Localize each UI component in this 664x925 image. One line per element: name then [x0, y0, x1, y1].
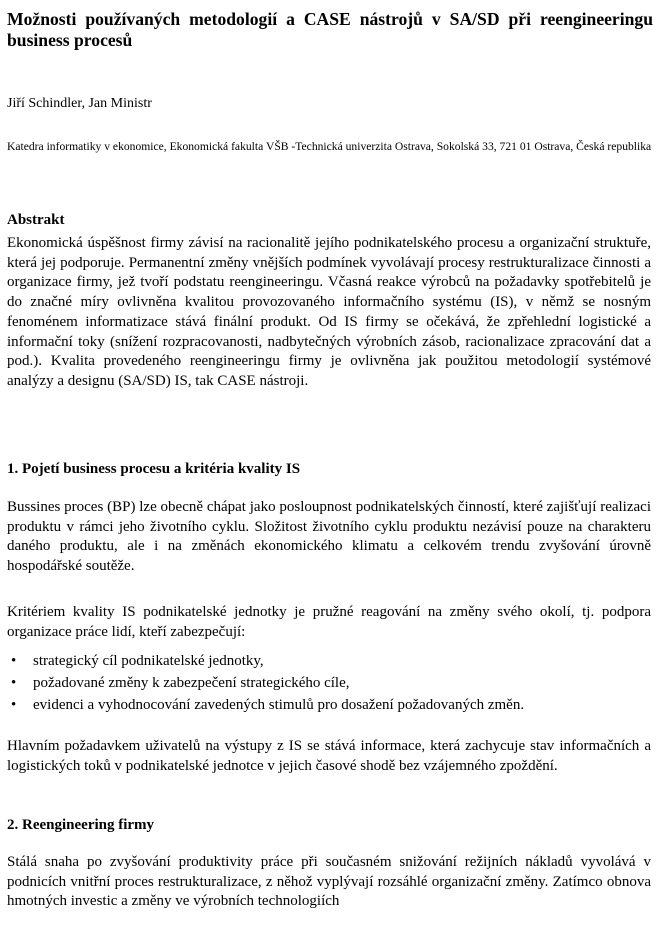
bullet-icon: • — [11, 697, 17, 713]
list-item: • evidenci a vyhodnocování zavedených stimulů pro dosažení požadovaných změn. — [7, 694, 524, 716]
section-1-paragraph-2: Kritériem kvality IS podnikatelské jednotky je pružné reagování na změny svého okolí, tj. podpora organizace práce lidí, kteří zabezpečují: — [7, 604, 651, 640]
section-2-paragraph-1: Stálá snaha po zvyšování produktivity práce při současném snižování režijních nákladů vyvolává v podnicích vnitřní proces restrukturalizace, z něhož vyplývají rozsáhlé organizační změny. Zatímco obnova hmotných investic a změny ve výrobních technologiích — [7, 854, 651, 910]
section-1-heading: 1. Pojetí business procesu a kritéria kvality IS — [7, 461, 301, 477]
bullet-icon: • — [11, 653, 17, 669]
paper-affiliation: Katedra informatiky v ekonomice, Ekonomická fakulta VŠB -Technická univerzita Ostrava, Sokolská 33, 721 01 Ostrava, Česká republika — [7, 140, 652, 153]
section-1-paragraph-1: Bussines proces (BP) lze obecně chápat jako posloupnost podnikatelských činností, které zajišťují realizaci produktu v rámci jeho životního cyklu. Složitost životního cyklu produktu nezávisí pouze na charakteru daného produktu, ale i na změnách ekonomického klimatu a celkovém trendu zvyšování úrovně hospodářské soutěže. — [7, 499, 651, 575]
list-item: • strategický cíl podnikatelské jednotky, — [7, 650, 524, 672]
criteria-list — [7, 650, 524, 716]
section-2-heading: 2. Reengineering firmy — [7, 817, 155, 833]
bullet-icon: • — [11, 675, 17, 691]
section-1-paragraph-3: Hlavním požadavkem uživatelů na výstupy z IS se stává informace, která zachycuje stav informačních a logistických toků v podnikatelské jednotce v jejich časové shodě bez vzájemného zpoždění. — [7, 738, 651, 774]
list-item: • požadované změny k zabezpečení strategického cíle, — [7, 672, 524, 694]
paper-title: Možnosti používaných metodologií a CASE nástrojů v SA/SD při reengineeringu business procesů — [7, 9, 653, 50]
paper-authors: Jiří Schindler, Jan Ministr — [7, 96, 152, 111]
abstract-heading: Abstrakt — [7, 212, 65, 228]
abstract-text: Ekonomická úspěšnost firmy závisí na racionalitě jejího podnikatelského procesu a organizační struktuře, která jej podporuje. Permanentní změny vnějších podmínek vyvolávají procesy restrukturalizace činnosti a organizace firmy, jež tvoří podstatu reengineeringu. Včasná reakce výrobců na požadavky spotřebitelů je do značné míry ovlivněna kvalitou provozovaného informačního systému (IS), v němž se nosným fenoménem informatizace stává finální produkt. Od IS firmy se očekává, že zpřehlední logistické a informační toky (snížení rozpracovanosti, nadbytečných výrobních zásob, racionalizace zpracování dat a pod.). Kvalita provedeného reengineeringu firmy je ovlivněna jak použitou metodologií systémové analýzy a designu (SA/SD) IS, tak CASE nástroji. — [7, 235, 651, 389]
